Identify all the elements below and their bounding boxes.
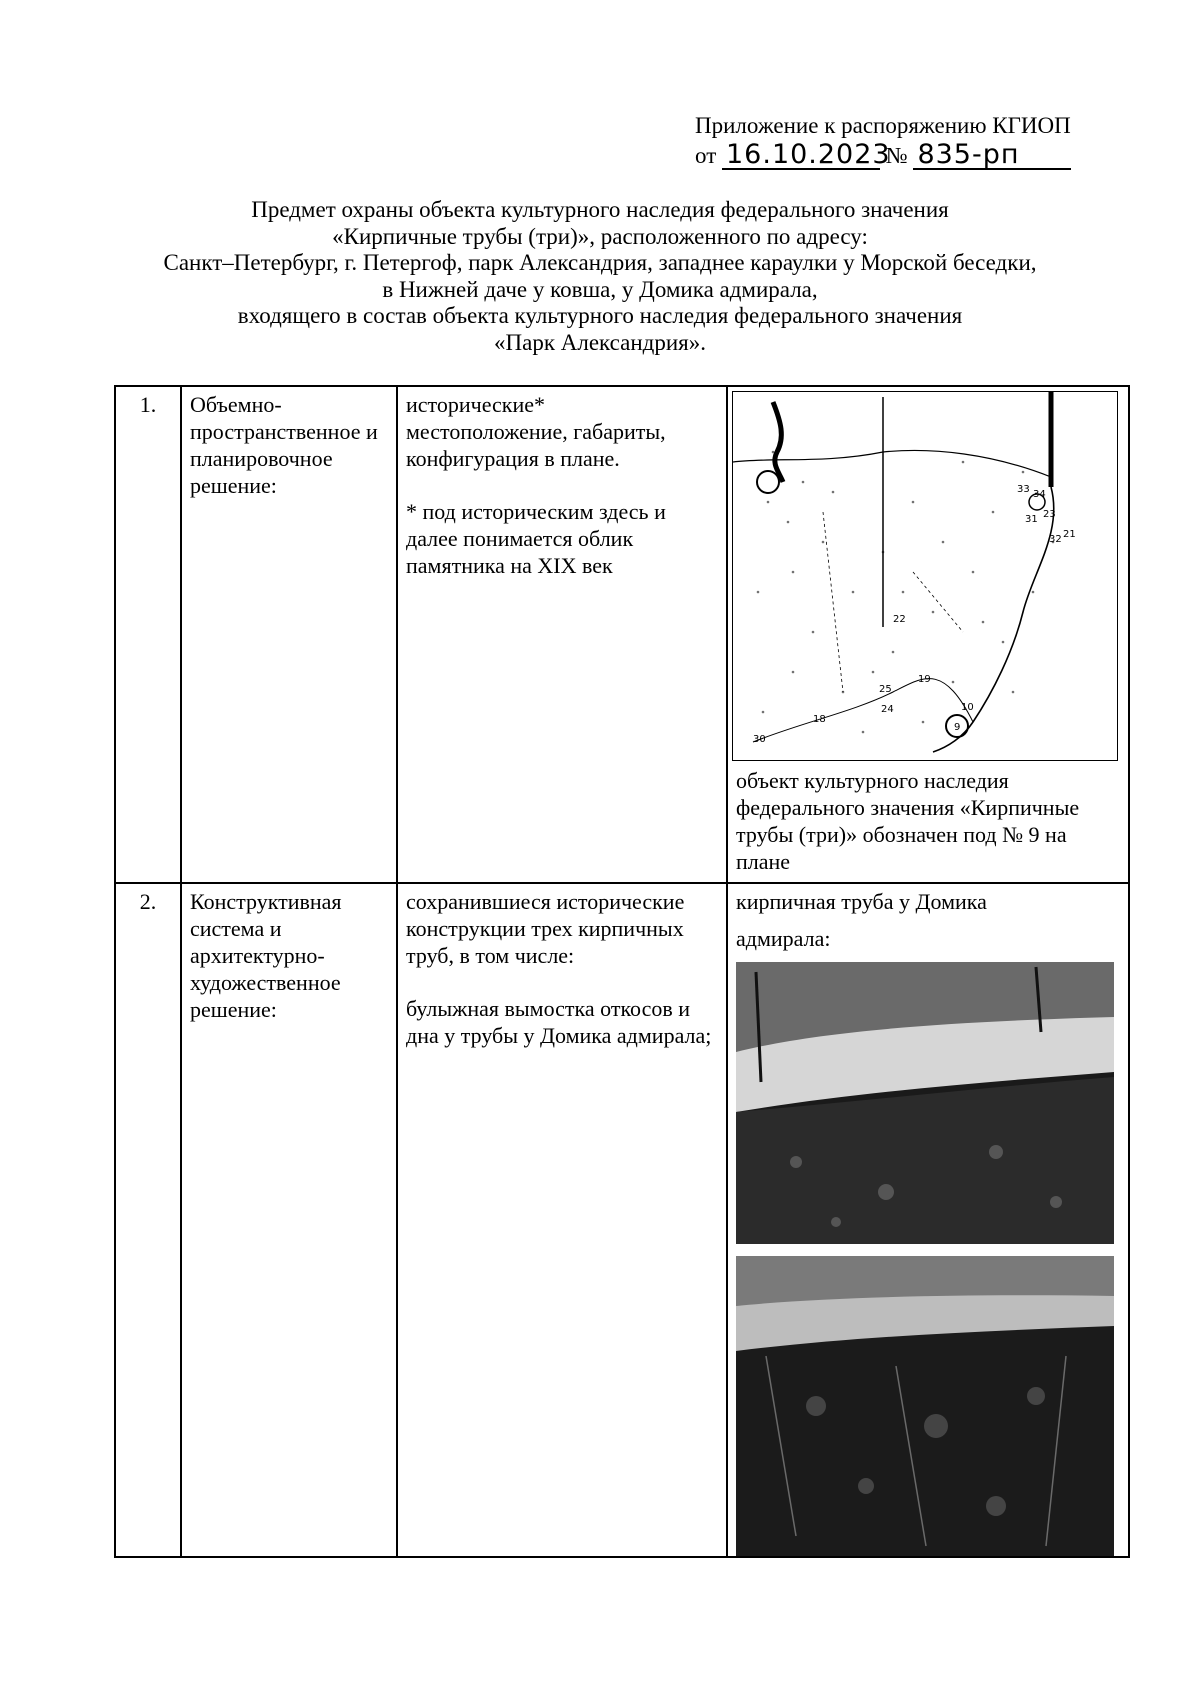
table-row: [115, 386, 1129, 883]
title-line: «Парк Александрия».: [494, 329, 706, 355]
photo-brick-pipe-2: [736, 1256, 1114, 1556]
row-illustration: [727, 883, 1129, 1557]
map-caption: объект культурного наследия федерального значения «Кирпичные трубы (три)» обозначен под № 9 на плане: [736, 768, 1080, 874]
description-line: местоположение, габариты, конфигурация в плане.: [406, 419, 666, 471]
map-label: 10: [961, 702, 974, 713]
title-line: Предмет охраны объекта культурного наследия федерального значения: [251, 197, 949, 222]
order-number: 835-рп: [913, 142, 1071, 170]
map-label: 33: [1017, 484, 1030, 495]
description-line: исторические*: [406, 392, 546, 417]
title-line: Санкт–Петербург, г. Петергоф, парк Александрия, западнее караулки у Морской беседки,: [163, 250, 1037, 275]
row-category: Объемно-пространственное и планировочное решение:: [181, 386, 397, 883]
photo-caption: кирпичная труба у Домика: [736, 889, 987, 914]
title-line: «Кирпичные трубы (три)», расположенного по адресу:: [332, 223, 868, 249]
row-category: Конструктивная система и архитектурно-художественное решение:: [181, 883, 397, 1557]
photo-brick-pipe-1-image: [736, 962, 1114, 1244]
park-plan-map: [732, 391, 1118, 761]
map-label: 31: [1025, 514, 1038, 525]
annex-title: Приложение к распоряжению КГИОП: [695, 113, 1071, 138]
map-label: 24: [881, 704, 894, 715]
row-number: 2.: [115, 883, 181, 1557]
row-illustration: [727, 386, 1129, 883]
row-description: [397, 386, 727, 883]
number-label: №: [885, 143, 908, 168]
from-label: от: [695, 143, 717, 168]
table-row: [115, 883, 1129, 1557]
map-label: 19: [918, 674, 931, 685]
map-label: 22: [893, 614, 906, 625]
paving-detail: булыжная вымостка откосов и дна у трубы у Домика адмирала;: [406, 996, 712, 1048]
protection-subject-table: [114, 385, 1130, 1558]
document-title: [60, 197, 1140, 356]
photo-brick-pipe-1: [736, 962, 1114, 1244]
photo-brick-pipe-2-image: [736, 1256, 1114, 1556]
map-label: 18: [813, 714, 826, 725]
map-label: 25: [879, 684, 892, 695]
annex-header: [695, 112, 1115, 170]
row-description: [397, 883, 727, 1557]
map-label: 23: [1043, 509, 1056, 520]
title-line: входящего в состав объекта культурного наследия федерального значения: [237, 303, 963, 328]
map-label: 30: [753, 734, 766, 745]
map-label: 32: [1049, 534, 1062, 545]
map-label: 34: [1033, 489, 1046, 500]
row-number: 1.: [115, 386, 181, 883]
photo-caption: адмирала:: [736, 926, 831, 951]
map-label: 9: [954, 722, 961, 733]
description-line: сохранившиеся исторические конструкции трех кирпичных труб, в том числе:: [406, 889, 685, 968]
historical-note: * под историческим здесь и далее понимается облик памятника на XIX век: [406, 499, 666, 578]
order-date: 16.10.2023: [722, 142, 880, 170]
title-line: в Нижней даче у ковша, у Домика адмирала,: [382, 276, 818, 302]
map-label: 21: [1063, 529, 1076, 540]
park-plan-map-drawing: [733, 392, 1117, 760]
order-line: [695, 139, 1115, 170]
